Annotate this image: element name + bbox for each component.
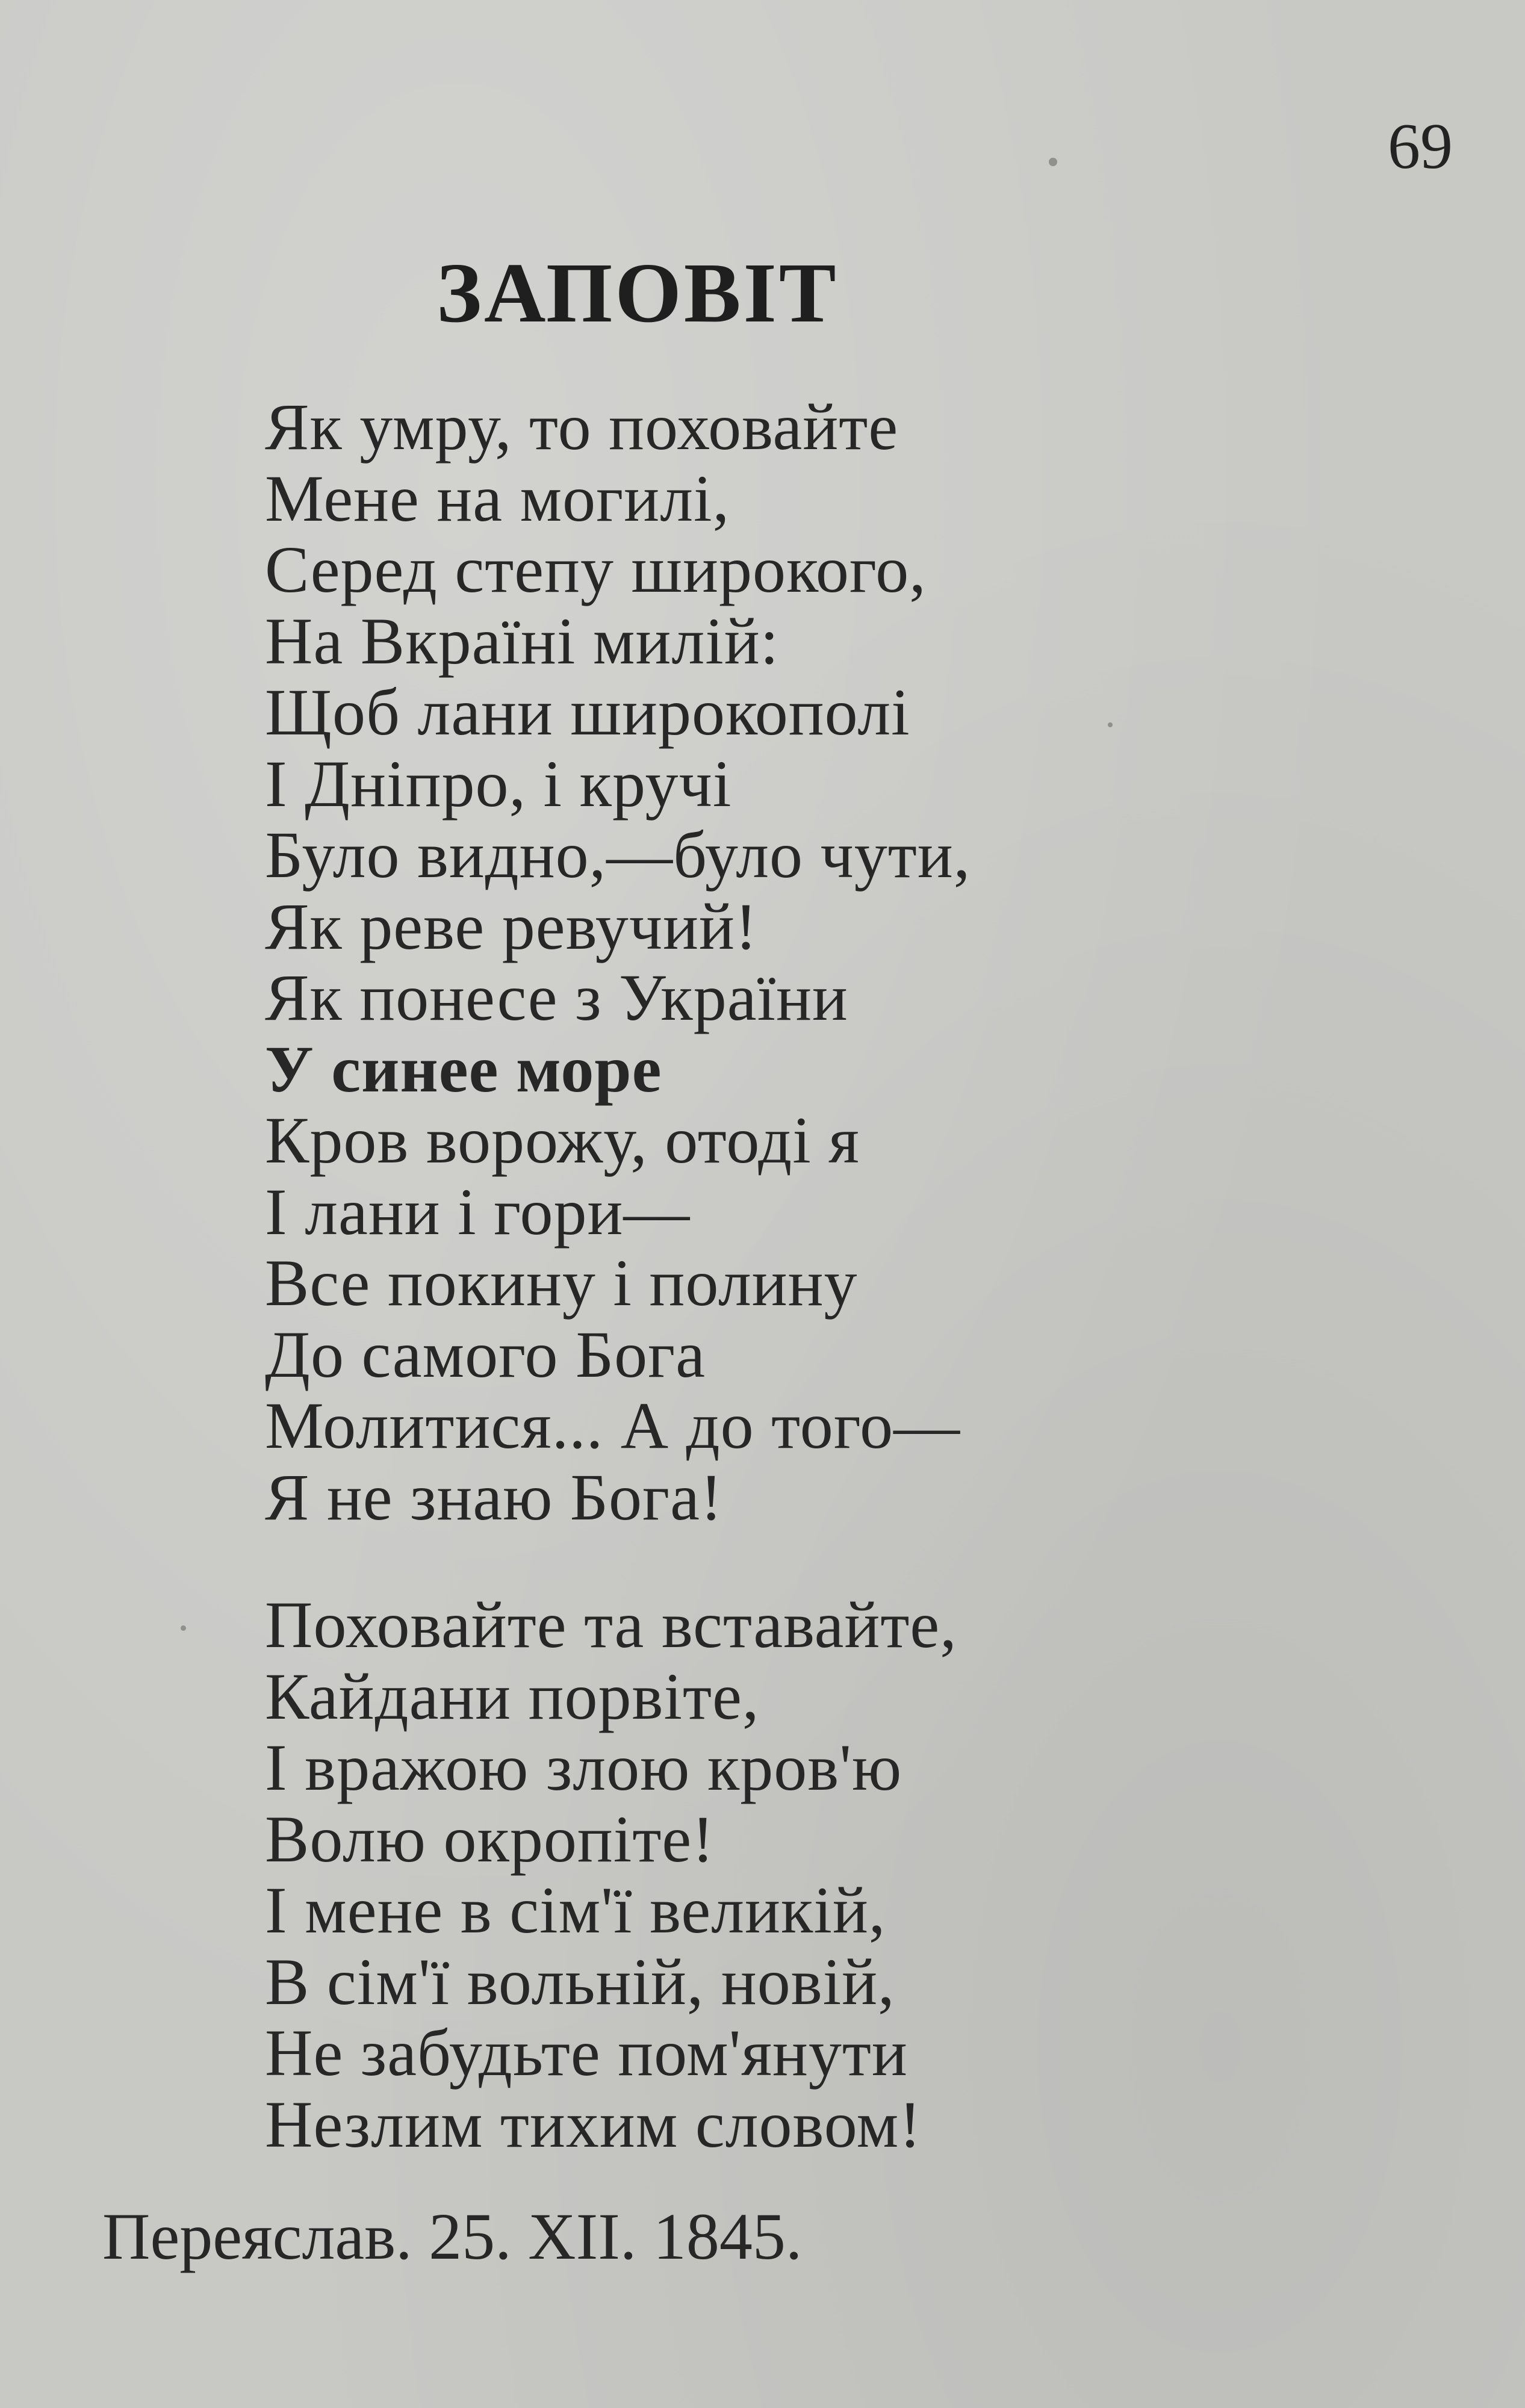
poem-line: Серед степу широкого, [265, 533, 927, 606]
paper-speck [1049, 158, 1057, 166]
poem-line: Все покину і полину [265, 1246, 858, 1320]
poem-line: Я не знаю Бога! [265, 1460, 723, 1534]
poem-line: Молитися... А до того— [265, 1389, 961, 1462]
poem-line: Поховайте та вставайте, [265, 1588, 957, 1662]
poem-line: І лани і гори— [265, 1175, 691, 1249]
poem-title: ЗАПОВІТ [436, 245, 839, 340]
poem-line: Як понесе з України [265, 961, 848, 1034]
poem-line: В сім'ї вольній, новій, [265, 1944, 895, 2019]
poem-line: І вражою злою кров'ю [265, 1731, 902, 1804]
poem-line: Щоб лани широкополі [265, 675, 910, 749]
poem-line: На Вкраїні милій: [265, 604, 780, 678]
poem-line: Кайдани порвіте, [265, 1659, 760, 1733]
poem-line: Було видно,—було чути, [265, 818, 971, 892]
poem-line: Як умру, то поховайте [265, 390, 899, 464]
poem-stanza-2 [265, 1589, 957, 2160]
poem-line: Незлим тихим словом! [265, 2087, 922, 2161]
paper-speck [181, 1625, 186, 1631]
poem-line: І мене в сім'ї великій, [265, 1873, 886, 1947]
poem-line: До самого Бога [265, 1317, 706, 1391]
poem-line: Мене на могилі, [265, 461, 730, 535]
poem-line: Кров ворожу, отоді я [265, 1103, 860, 1177]
paper-speck [1108, 722, 1113, 727]
page-number: 69 [1388, 111, 1453, 182]
poem-stanza-1 [265, 391, 971, 1533]
poem-line: У синее море [265, 1032, 662, 1106]
place-date-signature: Переяслав. 25. XII. 1845. [102, 2200, 803, 2273]
poem-line: Волю окропіте! [265, 1802, 715, 1876]
poem-line: Не забудьте пом'янути [265, 2016, 908, 2090]
poem-line: І Дніпро, і кручі [265, 746, 732, 821]
poem-line: Як реве ревучий! [265, 889, 758, 963]
